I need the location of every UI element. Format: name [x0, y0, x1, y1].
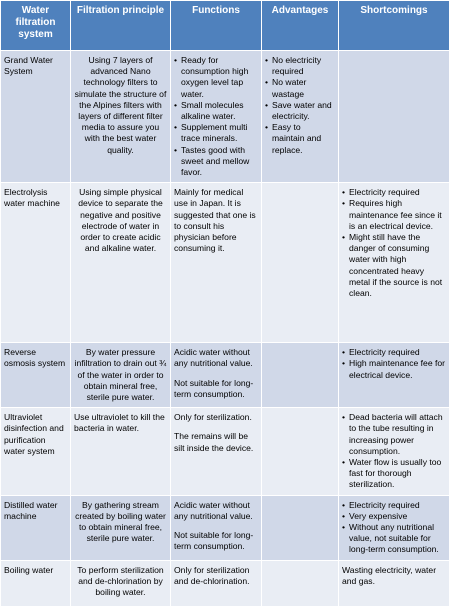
advantages-cell	[262, 343, 339, 408]
list-item: • Very expensive	[342, 511, 446, 522]
header-shortcomings: Shortcomings	[339, 1, 449, 51]
advantages-list	[265, 55, 335, 156]
advantages-cell	[262, 183, 339, 343]
functions-list	[174, 55, 258, 178]
functions-cell	[171, 495, 262, 560]
list-item: • Electricity required	[342, 187, 446, 198]
shortcomings-cell	[339, 343, 449, 408]
shortcomings-cell	[339, 51, 449, 183]
shortcomings-list	[342, 500, 446, 556]
list-item: • Might still have the danger of consuming water with high concentrated heavy metal if the source is not clean.	[342, 232, 446, 299]
advantages-cell	[262, 51, 339, 183]
advantages-cell	[262, 408, 339, 495]
list-item: • Dead bacteria will attach to the tube resulting in increasing power consumption.	[342, 412, 446, 457]
list-item: • Electricity required	[342, 347, 446, 358]
shortcomings-cell	[339, 408, 449, 495]
list-item: • Without any nutritional value, not suitable for long-term consumption.	[342, 522, 446, 556]
list-item: • Requires high maintenance fee since it is an electrical device.	[342, 198, 446, 232]
functions-cell	[171, 51, 262, 183]
table-row-reverse-osmosis	[1, 343, 449, 408]
system-name-cell: Grand Water System	[1, 51, 71, 183]
functions-cell	[171, 343, 262, 408]
functions-text: Acidic water without any nutritional value.	[174, 500, 258, 522]
header-filtration-principle: Filtration principle	[71, 1, 171, 51]
system-name-cell: Electrolysis water machine	[1, 183, 71, 343]
principle-cell: By water pressure infiltration to drain out ¾ of the water in order to obtain mineral free, sterile pure water.	[71, 343, 171, 408]
list-item: • Easy to maintain and replace.	[265, 122, 335, 156]
functions-cell: Only for sterilization and de-chlorination.	[171, 560, 262, 606]
list-item: • No electricity required	[265, 55, 335, 77]
table-row-ultraviolet	[1, 408, 449, 495]
functions-cell	[171, 408, 262, 495]
list-item: • Ready for consumption high oxygen level tap water.	[174, 55, 258, 100]
list-item: • Supplement multi trace minerals.	[174, 122, 258, 144]
principle-cell: Use ultraviolet to kill the bacteria in water.	[71, 408, 171, 495]
shortcomings-cell: Wasting electricity, water and gas.	[339, 560, 449, 606]
list-item: • Tastes good with sweet and mellow favor.	[174, 145, 258, 179]
table-row-grand-water-system	[1, 51, 449, 183]
list-item: • High maintenance fee for electrical device.	[342, 358, 446, 380]
principle-cell: By gathering stream created by boiling water to obtain mineral free, sterile pure water.	[71, 495, 171, 560]
shortcomings-list	[342, 412, 446, 490]
advantages-cell	[262, 495, 339, 560]
principle-cell: Using simple physical device to separate the negative and positive electrode of water in order to create acidic and alkaline water.	[71, 183, 171, 343]
shortcomings-list	[342, 347, 446, 381]
list-item: • Save water and electricity.	[265, 100, 335, 122]
system-name-cell: Reverse osmosis system	[1, 343, 71, 408]
list-item: • Water flow is usually too fast for thorough sterilization.	[342, 457, 446, 491]
principle-cell: Using 7 layers of advanced Nano technology filters to simulate the structure of the Alpines filters with layers of different filter media to assure you with the best water quality.	[71, 51, 171, 183]
shortcomings-cell	[339, 495, 449, 560]
shortcomings-list	[342, 187, 446, 299]
system-name-cell: Distilled water machine	[1, 495, 71, 560]
header-row	[1, 1, 449, 51]
table-row-electrolysis	[1, 183, 449, 343]
advantages-cell	[262, 560, 339, 606]
functions-text: Only for sterilization.	[174, 412, 258, 423]
table-row-distilled-water	[1, 495, 449, 560]
principle-cell: To perform sterilization and de-chlorination by boiling water.	[71, 560, 171, 606]
list-item: • Small molecules alkaline water.	[174, 100, 258, 122]
table-row-boiling-water	[1, 560, 449, 606]
functions-text: Acidic water without any nutritional value.	[174, 347, 258, 369]
system-name-cell: Ultraviolet disinfection and purification water system	[1, 408, 71, 495]
functions-text: Not suitable for long-term consumption.	[174, 530, 258, 552]
header-advantages: Advantages	[262, 1, 339, 51]
list-item: • No water wastage	[265, 77, 335, 99]
functions-text: Not suitable for long-term consumption.	[174, 378, 258, 400]
list-item: • Electricity required	[342, 500, 446, 511]
header-water-filtration-system: Water filtration system	[1, 1, 71, 51]
functions-text: The remains will be silt inside the device.	[174, 431, 258, 453]
functions-cell: Mainly for medical use in Japan. It is suggested that one is to consult his physician before consuming it.	[171, 183, 262, 343]
header-functions: Functions	[171, 1, 262, 51]
system-name-cell: Boiling water	[1, 560, 71, 606]
shortcomings-cell	[339, 183, 449, 343]
